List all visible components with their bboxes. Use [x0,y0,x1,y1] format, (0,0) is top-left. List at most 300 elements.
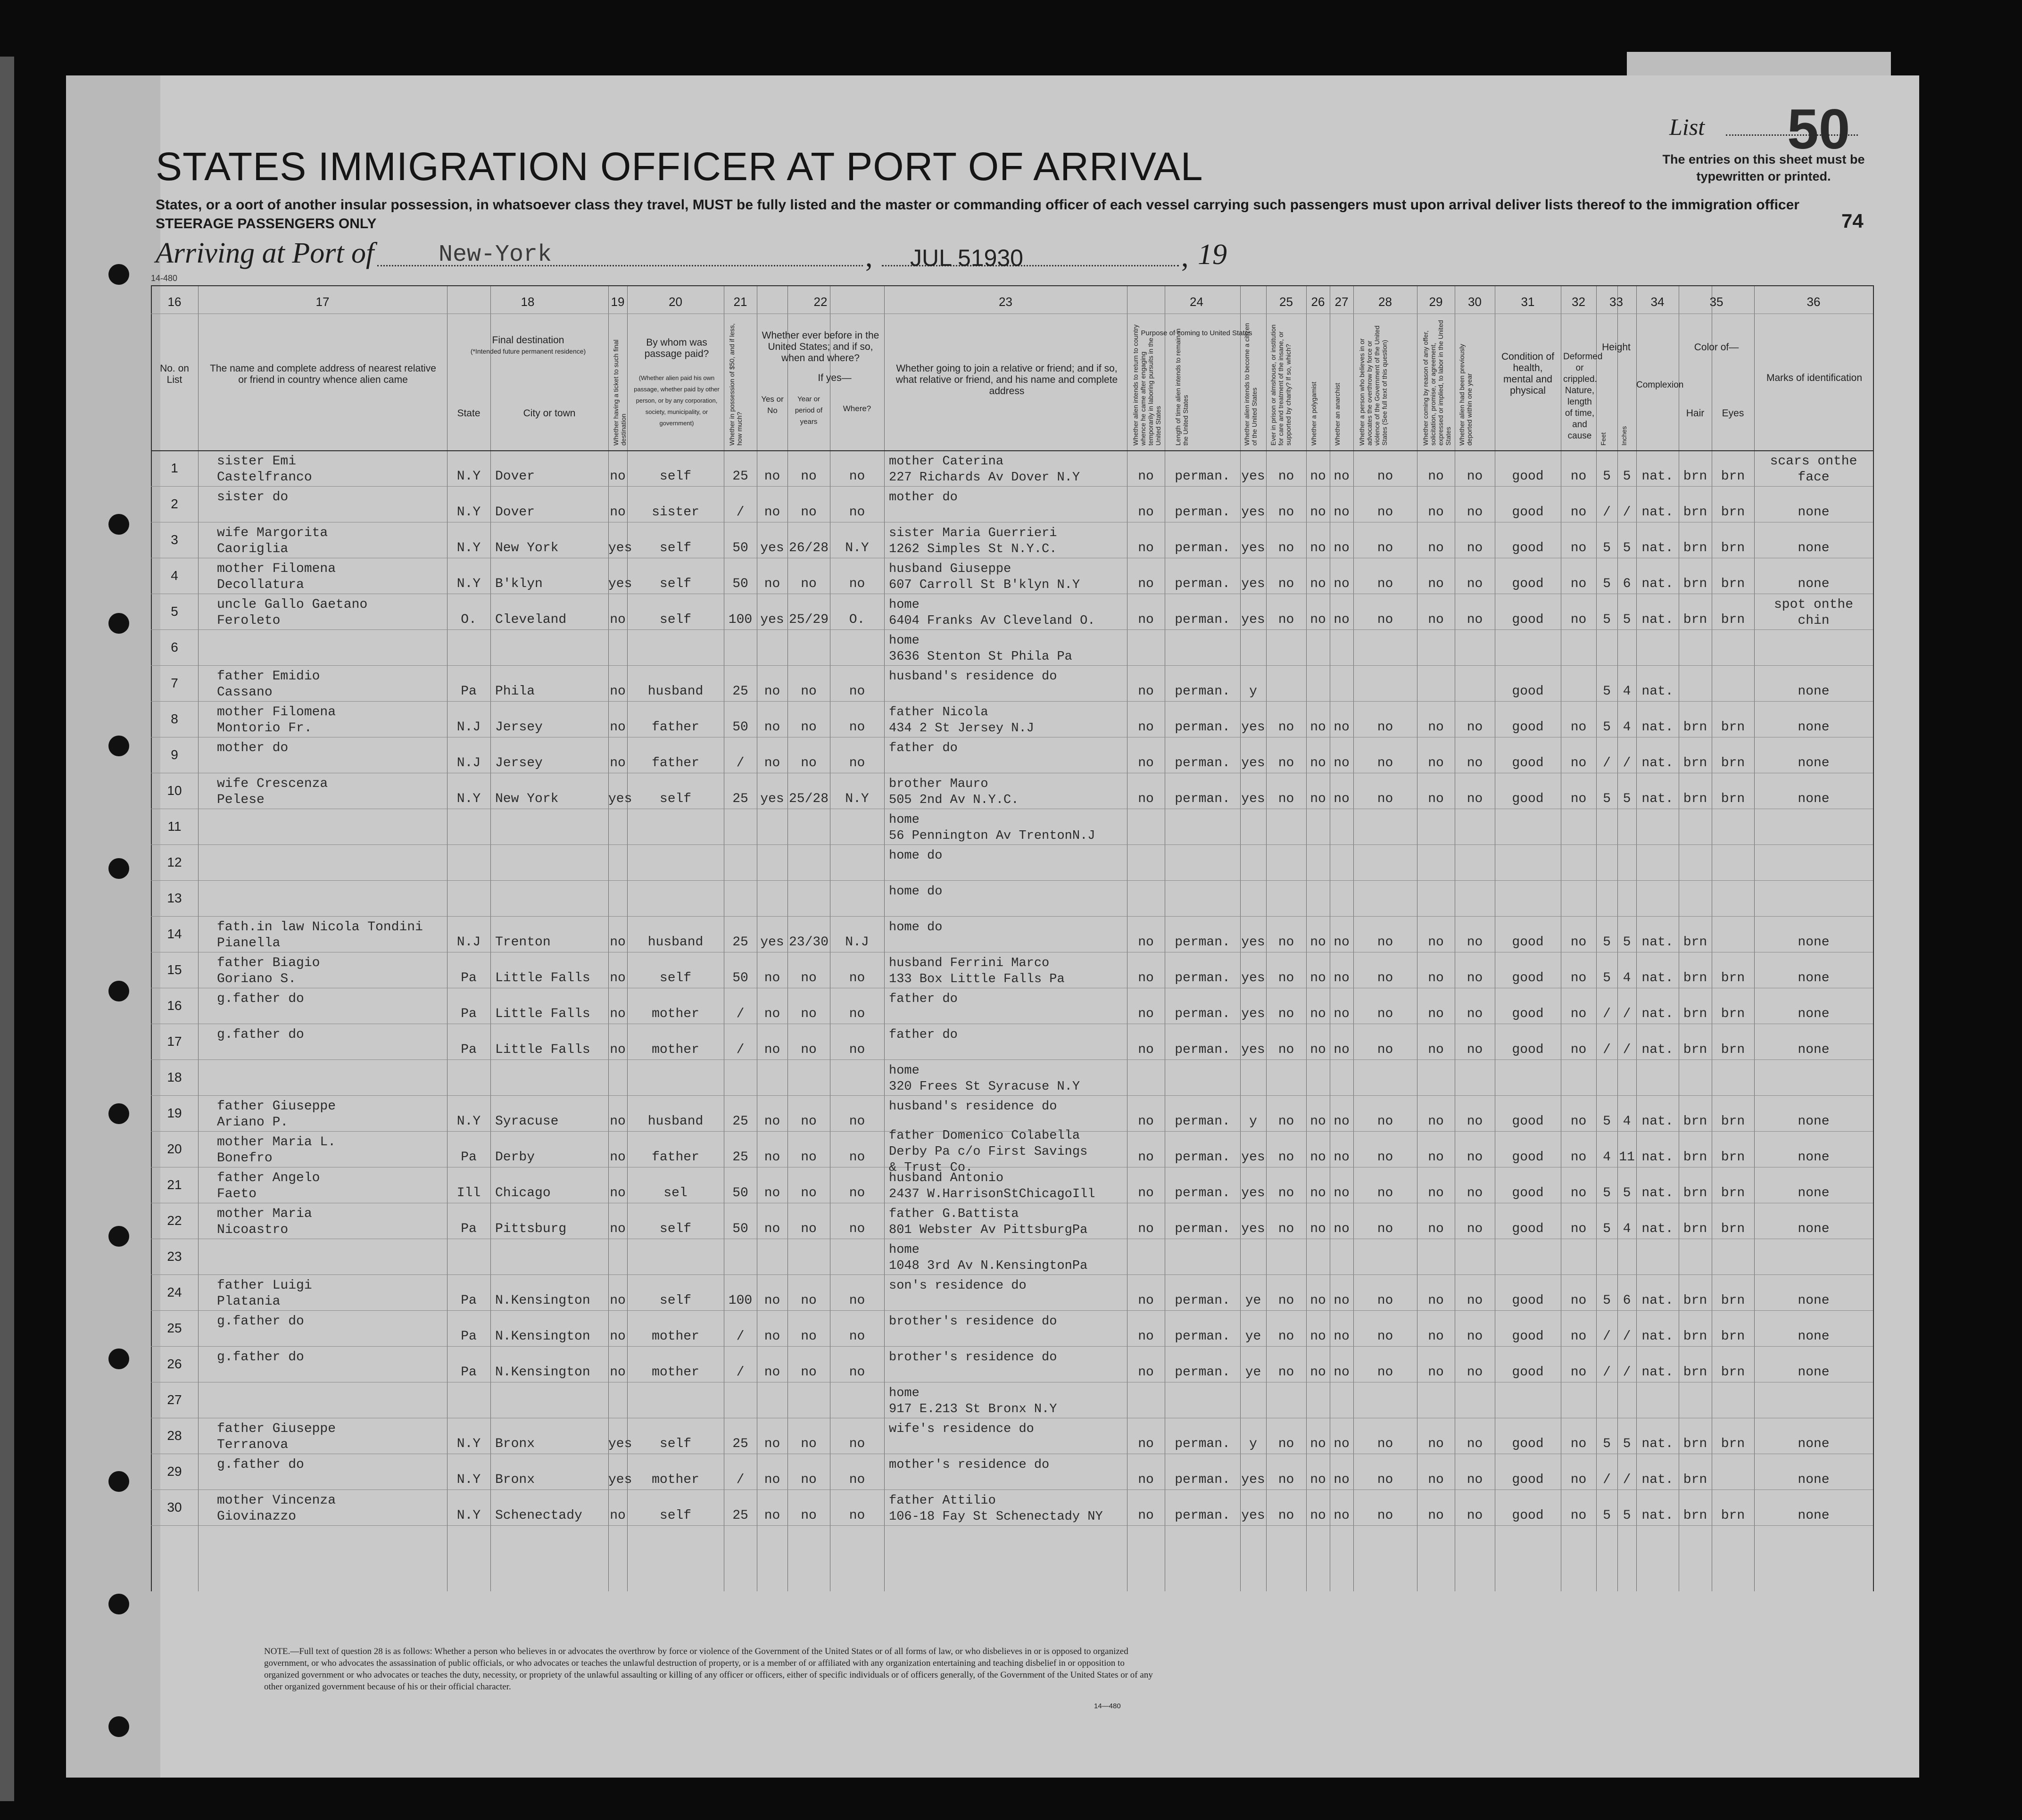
cell-state: N.Y [456,792,481,806]
cell-eyes: brn [1721,1150,1745,1165]
marks-line: none [1798,1186,1830,1200]
cell-health: good [1512,1473,1544,1487]
row-rule [151,844,1873,845]
cell-been-before: no [764,505,780,520]
cell-q28: no [1377,792,1393,806]
cell-money: 50 [732,1222,748,1236]
cell-intends-return: no [1138,756,1154,770]
cell-height-feet: 5 [1603,612,1611,627]
cell-ticket: no [610,1293,626,1308]
cell-height-inches: 5 [1623,612,1631,627]
cell-state: N.Y [456,505,481,520]
row-number: 10 [167,783,182,798]
header-prison: Ever in prison or almshouse, or institution for care and treatment of the insane, or supported by charity? If so, which? [1269,324,1292,446]
column-rule [884,285,885,1591]
cell-complexion: nat. [1641,971,1674,985]
cell-passage-paid: self [659,971,692,985]
cell-been-before: no [764,720,780,735]
cell-eyes: brn [1721,577,1745,591]
comma: , [1181,241,1189,273]
cell-polygamist: no [1310,792,1326,806]
marks-line: none [1798,756,1830,770]
cell-q28: no [1377,1222,1393,1236]
cell-q29: no [1428,1186,1444,1200]
cell-height-inches: 6 [1623,1293,1631,1308]
cell-q29: no [1428,1473,1444,1487]
cell-eyes: brn [1721,1114,1745,1129]
cell-city: N.Kensington [495,1365,590,1380]
row-number: 21 [167,1177,182,1192]
cell-length-stay: perman. [1175,505,1230,520]
cell-eyes: brn [1721,1007,1745,1021]
cell-where: no [849,1329,865,1344]
join-relative-line: home [889,813,920,827]
column-number: 36 [1807,295,1821,309]
cell-height-inches: 4 [1623,1114,1631,1129]
cell-polygamist: no [1310,577,1326,591]
punch-hole [108,514,129,535]
manifest-table [151,285,1873,1591]
cell-polygamist: no [1310,612,1326,627]
cell-been-before: yes [760,935,784,950]
cell-ticket: yes [608,1473,632,1487]
cell-height-feet: 4 [1603,1150,1611,1165]
marks-line: none [1798,1293,1830,1308]
cell-q29: no [1428,1437,1444,1451]
cell-q28: no [1377,469,1393,484]
row-number: 29 [167,1464,182,1479]
cell-deformed: no [1570,971,1587,985]
relative-line: fath.in law Nicola Tondini [217,920,423,935]
cell-state: N.Y [456,1114,481,1129]
cell-intends-return: no [1138,541,1154,555]
cell-been-before: yes [760,792,784,806]
steerage-label: STEERAGE PASSENGERS ONLY [156,216,377,232]
join-relative-line: mother do [889,490,958,505]
punch-hole [108,613,129,634]
cell-anarchist: no [1334,1365,1350,1380]
cell-length-stay: perman. [1175,577,1230,591]
column-number: 32 [1572,295,1585,309]
cell-hair: brn [1683,612,1707,627]
cell-intends-return: no [1138,612,1154,627]
cell-height-inches: / [1623,756,1631,770]
cell-health: good [1512,505,1544,520]
header-feet: Feet [1599,432,1607,446]
cell-where: no [849,505,865,520]
cell-where: no [849,1473,865,1487]
cell-ticket: no [610,1150,626,1165]
punch-hole [108,1594,129,1614]
cell-height-inches: 4 [1623,1222,1631,1236]
cell-eyes: brn [1721,1365,1745,1380]
column-number: 17 [315,295,330,309]
cell-complexion: nat. [1641,1150,1674,1165]
relative-line: Bonefro [217,1151,273,1166]
cell-eyes: brn [1721,720,1745,735]
cell-health: good [1512,756,1544,770]
column-rule [198,285,199,1591]
relative-line: mother Filomena [217,705,336,720]
cell-length-stay: perman. [1175,792,1230,806]
join-relative-line: husband's residence do [889,1100,1057,1114]
header-period: Year or period of years [795,395,823,426]
cell-anarchist: no [1334,1329,1350,1344]
marks-line: none [1798,1473,1830,1487]
cell-intends-return: no [1138,1329,1154,1344]
cell-passage-paid: self [659,1222,692,1236]
cell-period: 23/30 [788,935,829,950]
cell-period: no [801,684,817,699]
cell-polygamist: no [1310,1473,1326,1487]
cell-q30: no [1467,1473,1483,1487]
relative-line: wife Margorita [217,526,328,540]
cell-anarchist: no [1334,1114,1350,1129]
cell-complexion: nat. [1641,684,1674,699]
join-relative-line: husband Ferrini Marco [889,956,1050,970]
cell-city: Syracuse [495,1114,559,1129]
header-health: Condition of health, mental and physical [1501,351,1555,396]
cell-anarchist: no [1334,1186,1350,1200]
cell-city: Dover [495,469,535,484]
cell-intends-return: no [1138,720,1154,735]
cell-length-stay: perman. [1175,1365,1230,1380]
cell-ticket: yes [608,792,632,806]
relative-line: Faeto [217,1187,257,1201]
cell-height-inches: 5 [1623,1437,1631,1451]
cell-height-inches: 5 [1623,1186,1631,1200]
row-rule [151,1274,1873,1275]
row-number: 24 [167,1285,182,1299]
cell-deformed: no [1570,541,1587,555]
relative-line: g.father do [217,992,304,1006]
cell-q30: no [1467,1508,1483,1523]
form-title: STATES IMMIGRATION OFFICER AT PORT OF ARRIVAL [156,144,1203,189]
cell-citizen: yes [1241,1007,1265,1021]
cell-intends-return: no [1138,577,1154,591]
cell-city: Phila [495,684,535,699]
cell-period: no [801,720,817,735]
cell-anarchist: no [1334,1508,1350,1523]
cell-period: no [801,1365,817,1380]
header-state: State [457,408,481,419]
cell-city: New York [495,541,559,555]
cell-complexion: nat. [1641,541,1674,555]
cell-passage-paid: husband [647,1114,704,1129]
column-number: 29 [1429,295,1443,309]
header-length-stay: Length of time alien intends to remain in the United States [1174,328,1189,446]
cell-money: / [736,1007,745,1021]
cell-hair: brn [1683,1508,1707,1523]
cell-q30: no [1467,1365,1483,1380]
cell-been-before: no [764,469,780,484]
join-relative-line: 3636 Stenton St Phila Pa [889,650,1072,664]
cell-q28: no [1377,1365,1393,1380]
cell-intends-return: no [1138,1508,1154,1523]
cell-complexion: nat. [1641,1365,1674,1380]
cell-passage-paid: mother [652,1473,699,1487]
relative-line: father Biagio [217,956,320,970]
row-rule [151,701,1873,702]
cell-prison: no [1278,935,1294,950]
cell-complexion: nat. [1641,577,1674,591]
cell-height-feet: / [1603,1365,1611,1380]
header-marks: Marks of identification [1766,372,1863,383]
cell-been-before: no [764,577,780,591]
cell-deformed: no [1570,1437,1587,1451]
cell-health: good [1512,1293,1544,1308]
cell-been-before: yes [760,541,784,555]
arriving-label: Arriving at Port of [156,237,374,269]
cell-health: good [1512,792,1544,806]
cell-citizen: yes [1241,469,1265,484]
cell-prison: no [1278,469,1294,484]
cell-been-before: yes [760,612,784,627]
cell-been-before: no [764,1150,780,1165]
cell-complexion: nat. [1641,612,1674,627]
header-deported: Whether alien had been previously deported within one year [1458,344,1473,446]
row-number: 11 [167,819,182,834]
cell-where: no [849,469,865,484]
cell-health: good [1512,469,1544,484]
cell-ticket: no [610,612,626,627]
cell-q28: no [1377,1329,1393,1344]
relative-line: Giovinazzo [217,1509,297,1524]
cell-intends-return: no [1138,1293,1154,1308]
cell-deformed: no [1570,577,1587,591]
cell-eyes: brn [1721,1437,1745,1451]
cell-been-before: no [764,756,780,770]
cell-height-feet: 5 [1603,541,1611,555]
join-relative-line: father do [889,992,958,1006]
cell-anarchist: no [1334,1150,1350,1165]
cell-complexion: nat. [1641,1042,1674,1057]
cell-deformed: no [1570,756,1587,770]
cell-citizen: ye [1245,1365,1261,1380]
relative-line: g.father do [217,1457,304,1472]
cell-height-feet: 5 [1603,1508,1611,1523]
cell-period: no [801,1222,817,1236]
cell-passage-paid: husband [647,684,704,699]
cell-q29: no [1428,720,1444,735]
relative-line: Terranova [217,1438,289,1452]
column-number: 22 [813,295,828,309]
cell-period: no [801,1508,817,1523]
cell-citizen: yes [1241,792,1265,806]
column-number: 25 [1279,295,1293,309]
cell-hair: brn [1683,1114,1707,1129]
cell-prison: no [1278,1365,1294,1380]
cell-city: Bronx [495,1437,535,1451]
cell-ticket: no [610,1114,626,1129]
cell-citizen: yes [1241,1186,1265,1200]
cell-height-feet: 5 [1603,684,1611,699]
cell-hair: brn [1683,505,1707,520]
cell-health: good [1512,1007,1544,1021]
relative-line: g.father do [217,1027,304,1042]
header-nearest-relative: The name and complete address of nearest relative or friend in country whence alien came [210,363,436,385]
column-rule [490,285,491,1591]
join-relative-line: home do [889,885,943,899]
cell-health: good [1512,1150,1544,1165]
cell-period: 25/28 [788,792,829,806]
cell-length-stay: perman. [1175,1473,1230,1487]
cell-passage-paid: mother [652,1007,699,1021]
cell-height-feet: / [1603,1473,1611,1487]
cell-q29: no [1428,541,1444,555]
column-number: 16 [167,295,182,309]
cell-ticket: no [610,1222,626,1236]
cell-length-stay: perman. [1175,541,1230,555]
cell-ticket: no [610,684,626,699]
cell-polygamist: no [1310,1186,1326,1200]
row-rule [151,1346,1873,1347]
cell-deformed: no [1570,612,1587,627]
join-relative-line: father G.Battista [889,1207,1019,1221]
cell-hair: brn [1683,756,1707,770]
cell-q29: no [1428,1508,1444,1523]
cell-q29: no [1428,1114,1444,1129]
marks-line: none [1798,1150,1830,1165]
cell-citizen: yes [1241,1508,1265,1523]
cell-prison: no [1278,1007,1294,1021]
cell-passage-paid: self [659,1293,692,1308]
cell-money: 50 [732,720,748,735]
binding-margin [66,75,160,1778]
cell-state: O. [461,612,477,627]
cell-citizen: yes [1241,971,1265,985]
cell-q28: no [1377,1473,1393,1487]
cell-where: no [849,1007,865,1021]
cell-period: 25/29 [788,612,829,627]
cell-hair: brn [1683,1473,1707,1487]
cell-money: / [736,756,745,770]
cell-height-feet: 5 [1603,1293,1611,1308]
cell-q30: no [1467,1293,1483,1308]
cell-hair: brn [1683,792,1707,806]
marks-line: none [1798,971,1830,985]
cell-deformed: no [1570,1473,1587,1487]
cell-citizen: yes [1241,505,1265,520]
join-relative-line: father do [889,741,958,755]
cell-eyes: brn [1721,1329,1745,1344]
cell-length-stay: perman. [1175,1508,1230,1523]
relative-line: Ariano P. [217,1115,289,1130]
cell-ticket: no [610,935,626,950]
cell-height-inches: / [1623,505,1631,520]
cell-polygamist: no [1310,1007,1326,1021]
cell-hair: brn [1683,1150,1707,1165]
year-label: 19 [1198,239,1227,271]
cell-hair: brn [1683,1222,1707,1236]
relative-line: Pelese [217,793,265,807]
header-deformed: Deformed or crippled. Nature, length of time, and cause [1563,352,1603,441]
marks-line: spot onthe [1773,597,1854,612]
cell-anarchist: no [1334,469,1350,484]
column-number: 33 [1609,295,1623,309]
cell-q28: no [1377,1293,1393,1308]
cell-money: 25 [732,684,748,699]
cell-state: Pa [461,1042,477,1057]
cell-complexion: nat. [1641,469,1674,484]
cell-where: no [849,1186,865,1200]
cell-complexion: nat. [1641,1186,1674,1200]
cell-prison: no [1278,505,1294,520]
row-number: 2 [171,496,178,511]
cell-prison: no [1278,971,1294,985]
cell-eyes: brn [1721,756,1745,770]
cell-polygamist: no [1310,1150,1326,1165]
cell-passage-paid: self [659,612,692,627]
cell-height-inches: 5 [1623,792,1631,806]
cell-hair: brn [1683,1293,1707,1308]
cell-intends-return: no [1138,1437,1154,1451]
column-number: 26 [1311,295,1325,309]
cell-polygamist: no [1310,1365,1326,1380]
cell-city: B'klyn [495,577,543,591]
cell-citizen: yes [1241,1042,1265,1057]
cell-complexion: nat. [1641,505,1674,520]
cell-been-before: no [764,684,780,699]
join-relative-line: 505 2nd Av N.Y.C. [889,793,1019,807]
header-ticket: Whether having a ticket to such final destination [612,339,627,446]
cell-been-before: no [764,1508,780,1523]
cell-height-feet: 5 [1603,1222,1611,1236]
cell-intends-return: no [1138,1365,1154,1380]
punch-hole [108,1348,129,1369]
cell-polygamist: no [1310,541,1326,555]
cell-polygamist: no [1310,1437,1326,1451]
cell-length-stay: perman. [1175,756,1230,770]
cell-passage-paid: self [659,792,692,806]
relative-line: sister do [217,490,289,505]
cell-passage-paid: self [659,577,692,591]
cell-q30: no [1467,1437,1483,1451]
cell-deformed: no [1570,935,1587,950]
cell-period: no [801,1150,817,1165]
punch-hole [108,981,129,1001]
row-rule [151,916,1873,917]
header-intends-return: Whether alien intends to return to country whence he came after engaging temporarily in laboring pursuits in the United States [1132,324,1162,446]
cell-where: N.J [845,935,869,950]
cell-citizen: yes [1241,720,1265,735]
cell-money: / [736,1473,745,1487]
cell-citizen: y [1249,1114,1257,1129]
cell-q28: no [1377,1508,1393,1523]
cell-city: Chicago [495,1186,551,1200]
header-polygamist: Whether a polygamist [1310,381,1318,446]
cell-eyes: brn [1721,612,1745,627]
cell-where: no [849,1114,865,1129]
header-ever-before: Whether ever before in the United States; and if so, when and where? [762,330,879,364]
cell-height-inches: 5 [1623,469,1631,484]
cell-complexion: nat. [1641,1508,1674,1523]
row-number: 5 [171,604,178,619]
relative-line: Platania [217,1294,281,1309]
cell-length-stay: perman. [1175,1042,1230,1057]
cell-q28: no [1377,541,1393,555]
cell-city: Little Falls [495,971,590,985]
cell-complexion: nat. [1641,935,1674,950]
cell-q30: no [1467,1186,1483,1200]
marks-line: none [1798,720,1830,735]
join-relative-line: 1048 3rd Av N.KensingtonPa [889,1259,1088,1273]
cell-city: Dover [495,505,535,520]
cell-money: / [736,505,745,520]
cell-q28: no [1377,1150,1393,1165]
cell-height-feet: / [1603,1042,1611,1057]
scan-left-edge [0,57,14,1801]
